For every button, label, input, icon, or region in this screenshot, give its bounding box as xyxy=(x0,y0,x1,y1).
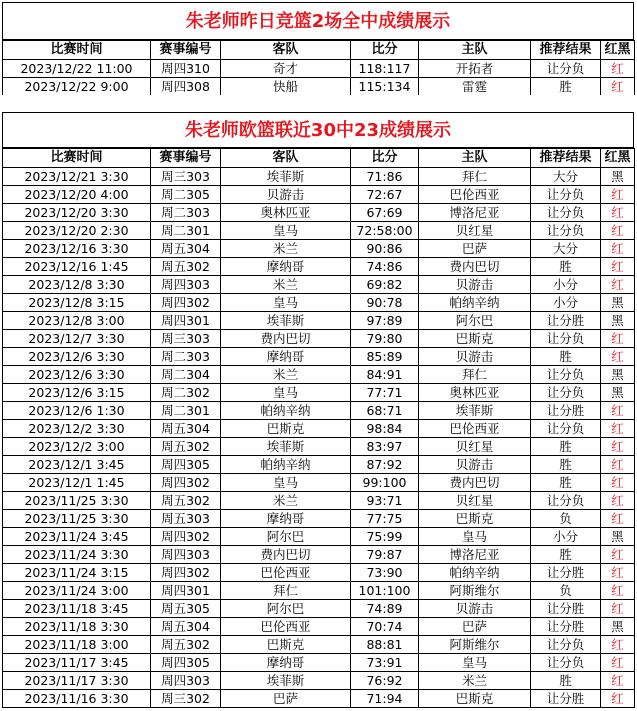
match-time-cell: 2023/12/1 3:45 xyxy=(3,456,151,474)
away-team-cell: 快船 xyxy=(221,78,351,96)
match-time-cell: 2023/11/24 3:45 xyxy=(3,528,151,546)
match-time-cell: 2023/11/16 3:30 xyxy=(3,690,151,708)
away-team-cell: 米兰 xyxy=(221,240,351,258)
match-id-cell: 周二301 xyxy=(151,222,221,240)
table-row xyxy=(3,348,635,366)
away-team-cell: 帕纳辛纳 xyxy=(221,402,351,420)
result-cell: 红 xyxy=(601,690,635,708)
score-cell: 90:86 xyxy=(351,240,419,258)
score-cell: 69:82 xyxy=(351,276,419,294)
match-id-cell: 周五304 xyxy=(151,618,221,636)
result-cell: 黑 xyxy=(601,294,635,312)
recommendation-cell: 让分负 xyxy=(531,654,601,672)
recommendation-cell: 胜 xyxy=(531,672,601,690)
score-cell: 67:69 xyxy=(351,204,419,222)
table-row xyxy=(3,528,635,546)
result-cell: 红 xyxy=(601,420,635,438)
column-header: 赛事编号 xyxy=(151,41,221,60)
home-team-cell: 拜仁 xyxy=(419,168,531,186)
away-team-cell: 摩纳哥 xyxy=(221,258,351,276)
home-team-cell: 拜仁 xyxy=(419,366,531,384)
recommendation-cell: 胜 xyxy=(531,474,601,492)
home-team-cell: 埃菲斯 xyxy=(419,402,531,420)
match-time-cell: 2023/11/17 3:30 xyxy=(3,672,151,690)
away-team-cell: 巴伦西亚 xyxy=(221,618,351,636)
home-team-cell: 阿尔巴 xyxy=(419,312,531,330)
recommendation-cell: 让分胜 xyxy=(531,402,601,420)
column-header: 主队 xyxy=(419,149,531,168)
table-row xyxy=(3,456,635,474)
score-cell: 70:74 xyxy=(351,618,419,636)
result-cell: 红 xyxy=(601,510,635,528)
recommendation-cell: 让分负 xyxy=(531,636,601,654)
table-row xyxy=(3,258,635,276)
score-cell: 87:92 xyxy=(351,456,419,474)
match-id-cell: 周五303 xyxy=(151,510,221,528)
home-team-cell: 巴萨 xyxy=(419,240,531,258)
match-time-cell: 2023/12/16 3:30 xyxy=(3,240,151,258)
away-team-cell: 皇马 xyxy=(221,474,351,492)
table-row xyxy=(3,204,635,222)
recommendation-cell: 小分 xyxy=(531,276,601,294)
section2-title: 朱老师欧篮联近30中23成绩展示 xyxy=(2,112,634,148)
match-id-cell: 周二302 xyxy=(151,384,221,402)
away-team-cell: 帕纳辛纳 xyxy=(221,456,351,474)
score-cell: 73:90 xyxy=(351,564,419,582)
home-team-cell: 贝游击 xyxy=(419,600,531,618)
match-time-cell: 2023/12/6 3:15 xyxy=(3,384,151,402)
result-cell: 红 xyxy=(601,672,635,690)
match-id-cell: 周五302 xyxy=(151,636,221,654)
table-row xyxy=(3,654,635,672)
home-team-cell: 贝红星 xyxy=(419,492,531,510)
match-id-cell: 周三302 xyxy=(151,690,221,708)
score-cell: 98:84 xyxy=(351,420,419,438)
table-row xyxy=(3,492,635,510)
result-cell: 红 xyxy=(601,582,635,600)
match-time-cell: 2023/12/1 1:45 xyxy=(3,474,151,492)
result-cell: 黑 xyxy=(601,312,635,330)
table-row xyxy=(3,240,635,258)
recommendation-cell: 让分胜 xyxy=(531,312,601,330)
away-team-cell: 埃菲斯 xyxy=(221,438,351,456)
home-team-cell: 奥林匹亚 xyxy=(419,384,531,402)
match-id-cell: 周五304 xyxy=(151,420,221,438)
away-team-cell: 拜仁 xyxy=(221,582,351,600)
home-team-cell: 贝红星 xyxy=(419,222,531,240)
score-cell: 93:71 xyxy=(351,492,419,510)
column-header: 红黑 xyxy=(601,41,635,60)
score-cell: 71:86 xyxy=(351,168,419,186)
score-cell: 97:89 xyxy=(351,312,419,330)
section-gap xyxy=(0,95,637,112)
match-id-cell: 周四303 xyxy=(151,546,221,564)
home-team-cell: 贝游击 xyxy=(419,276,531,294)
match-id-cell: 周五305 xyxy=(151,600,221,618)
result-cell: 红 xyxy=(601,636,635,654)
match-id-cell: 周四302 xyxy=(151,294,221,312)
table-row xyxy=(3,294,635,312)
match-id-cell: 周四310 xyxy=(151,60,221,78)
match-id-cell: 周二301 xyxy=(151,402,221,420)
score-cell: 77:71 xyxy=(351,384,419,402)
score-cell: 72:58:00 xyxy=(351,222,419,240)
score-cell: 85:89 xyxy=(351,348,419,366)
home-team-cell: 巴斯克 xyxy=(419,510,531,528)
table-row xyxy=(3,546,635,564)
header-row xyxy=(3,149,635,168)
match-time-cell: 2023/12/20 4:00 xyxy=(3,186,151,204)
away-team-cell: 埃菲斯 xyxy=(221,168,351,186)
home-team-cell: 巴斯克 xyxy=(419,690,531,708)
recommendation-cell: 让分负 xyxy=(531,420,601,438)
recommendation-cell: 胜 xyxy=(531,348,601,366)
recommendation-cell: 胜 xyxy=(531,456,601,474)
match-time-cell: 2023/12/8 3:00 xyxy=(3,312,151,330)
away-team-cell: 埃菲斯 xyxy=(221,672,351,690)
score-cell: 72:67 xyxy=(351,186,419,204)
match-id-cell: 周四302 xyxy=(151,564,221,582)
match-id-cell: 周三303 xyxy=(151,330,221,348)
column-header: 红黑 xyxy=(601,149,635,168)
table-row xyxy=(3,276,635,294)
recommendation-cell: 胜 xyxy=(531,258,601,276)
result-cell: 红 xyxy=(601,258,635,276)
result-cell: 红 xyxy=(601,564,635,582)
match-time-cell: 2023/12/2 3:00 xyxy=(3,438,151,456)
home-team-cell: 巴斯克 xyxy=(419,330,531,348)
away-team-cell: 米兰 xyxy=(221,276,351,294)
match-time-cell: 2023/12/21 3:30 xyxy=(3,168,151,186)
table-row xyxy=(3,330,635,348)
score-cell: 73:91 xyxy=(351,654,419,672)
home-team-cell: 博洛尼亚 xyxy=(419,204,531,222)
match-id-cell: 周二305 xyxy=(151,186,221,204)
column-header: 客队 xyxy=(221,149,351,168)
match-time-cell: 2023/12/6 3:30 xyxy=(3,348,151,366)
away-team-cell: 奥林匹亚 xyxy=(221,204,351,222)
home-team-cell: 米兰 xyxy=(419,672,531,690)
home-team-cell: 皇马 xyxy=(419,528,531,546)
recommendation-cell: 小分 xyxy=(531,528,601,546)
recommendation-cell: 让分负 xyxy=(531,186,601,204)
home-team-cell: 贝游击 xyxy=(419,456,531,474)
score-cell: 74:86 xyxy=(351,258,419,276)
column-header: 客队 xyxy=(221,41,351,60)
table-row xyxy=(3,672,635,690)
match-time-cell: 2023/11/24 3:30 xyxy=(3,546,151,564)
table-row xyxy=(3,438,635,456)
match-id-cell: 周五304 xyxy=(151,240,221,258)
recommendation-cell: 小分 xyxy=(531,294,601,312)
recommendation-cell: 胜 xyxy=(531,546,601,564)
table-row xyxy=(3,564,635,582)
header-row xyxy=(3,41,635,60)
result-cell: 红 xyxy=(601,474,635,492)
table-row xyxy=(3,78,635,96)
away-team-cell: 米兰 xyxy=(221,366,351,384)
match-id-cell: 周四308 xyxy=(151,78,221,96)
column-header: 推荐结果 xyxy=(531,149,601,168)
match-id-cell: 周五302 xyxy=(151,492,221,510)
score-cell: 71:94 xyxy=(351,690,419,708)
section1-title: 朱老师昨日竞篮2场全中成绩展示 xyxy=(2,2,634,40)
home-team-cell: 巴伦西亚 xyxy=(419,186,531,204)
recommendation-cell: 让分负 xyxy=(531,384,601,402)
match-id-cell: 周四305 xyxy=(151,654,221,672)
result-cell: 红 xyxy=(601,222,635,240)
match-id-cell: 周二303 xyxy=(151,348,221,366)
score-cell: 79:87 xyxy=(351,546,419,564)
home-team-cell: 阿斯维尔 xyxy=(419,636,531,654)
score-cell: 76:92 xyxy=(351,672,419,690)
recommendation-cell: 让分负 xyxy=(531,492,601,510)
table-row xyxy=(3,690,635,708)
away-team-cell: 皇马 xyxy=(221,294,351,312)
table-row xyxy=(3,222,635,240)
match-time-cell: 2023/11/24 3:00 xyxy=(3,582,151,600)
match-id-cell: 周四301 xyxy=(151,312,221,330)
section1-table xyxy=(2,40,635,96)
match-time-cell: 2023/11/18 3:00 xyxy=(3,636,151,654)
result-cell: 红 xyxy=(601,654,635,672)
home-team-cell: 阿斯维尔 xyxy=(419,582,531,600)
recommendation-cell: 让分胜 xyxy=(531,600,601,618)
column-header: 推荐结果 xyxy=(531,41,601,60)
recommendation-cell: 负 xyxy=(531,510,601,528)
result-cell: 红 xyxy=(601,600,635,618)
table-row xyxy=(3,582,635,600)
recommendation-cell: 让分胜 xyxy=(531,564,601,582)
match-time-cell: 2023/12/8 3:15 xyxy=(3,294,151,312)
table-row xyxy=(3,402,635,420)
recommendation-cell: 让分负 xyxy=(531,60,601,78)
table-row xyxy=(3,168,635,186)
away-team-cell: 费内巴切 xyxy=(221,330,351,348)
home-team-cell: 博洛尼亚 xyxy=(419,546,531,564)
away-team-cell: 皇马 xyxy=(221,384,351,402)
match-id-cell: 周四302 xyxy=(151,528,221,546)
match-id-cell: 周五302 xyxy=(151,258,221,276)
home-team-cell: 开拓者 xyxy=(419,60,531,78)
score-cell: 74:89 xyxy=(351,600,419,618)
score-cell: 83:97 xyxy=(351,438,419,456)
result-cell: 黑 xyxy=(601,366,635,384)
recommendation-cell: 让分胜 xyxy=(531,618,601,636)
result-cell: 红 xyxy=(601,240,635,258)
score-cell: 77:75 xyxy=(351,510,419,528)
result-cell: 黑 xyxy=(601,168,635,186)
table-row xyxy=(3,312,635,330)
match-time-cell: 2023/11/25 3:30 xyxy=(3,492,151,510)
table-row xyxy=(3,600,635,618)
away-team-cell: 巴伦西亚 xyxy=(221,564,351,582)
score-cell: 84:91 xyxy=(351,366,419,384)
match-id-cell: 周三303 xyxy=(151,168,221,186)
recommendation-cell: 让分负 xyxy=(531,366,601,384)
result-cell: 黑 xyxy=(601,528,635,546)
column-header: 比赛时间 xyxy=(3,149,151,168)
match-time-cell: 2023/12/16 1:45 xyxy=(3,258,151,276)
column-header: 比赛时间 xyxy=(3,41,151,60)
match-time-cell: 2023/12/22 9:00 xyxy=(3,78,151,96)
result-cell: 红 xyxy=(601,402,635,420)
recommendation-cell: 胜 xyxy=(531,438,601,456)
score-cell: 68:71 xyxy=(351,402,419,420)
result-cell: 红 xyxy=(601,60,635,78)
match-time-cell: 2023/11/25 3:30 xyxy=(3,510,151,528)
home-team-cell: 巴伦西亚 xyxy=(419,420,531,438)
away-team-cell: 巴斯克 xyxy=(221,420,351,438)
match-time-cell: 2023/12/8 3:30 xyxy=(3,276,151,294)
result-cell: 红 xyxy=(601,330,635,348)
recommendation-cell: 让分负 xyxy=(531,222,601,240)
score-cell: 118:117 xyxy=(351,60,419,78)
home-team-cell: 贝游击 xyxy=(419,348,531,366)
away-team-cell: 巴萨 xyxy=(221,690,351,708)
score-cell: 115:134 xyxy=(351,78,419,96)
result-cell: 红 xyxy=(601,348,635,366)
table-row xyxy=(3,384,635,402)
match-time-cell: 2023/11/17 3:45 xyxy=(3,654,151,672)
column-header: 主队 xyxy=(419,41,531,60)
section2-table xyxy=(2,148,635,708)
table-row xyxy=(3,420,635,438)
result-cell: 红 xyxy=(601,492,635,510)
away-team-cell: 摩纳哥 xyxy=(221,654,351,672)
recommendation-cell: 让分负 xyxy=(531,204,601,222)
score-cell: 90:78 xyxy=(351,294,419,312)
score-cell: 88:81 xyxy=(351,636,419,654)
away-team-cell: 摩纳哥 xyxy=(221,348,351,366)
match-id-cell: 周五302 xyxy=(151,438,221,456)
score-cell: 101:100 xyxy=(351,582,419,600)
result-cell: 红 xyxy=(601,546,635,564)
match-time-cell: 2023/12/2 3:30 xyxy=(3,420,151,438)
match-id-cell: 周四303 xyxy=(151,672,221,690)
column-header: 比分 xyxy=(351,149,419,168)
result-cell: 黑 xyxy=(601,618,635,636)
recommendation-cell: 让分胜 xyxy=(531,690,601,708)
table-row xyxy=(3,618,635,636)
away-team-cell: 奇才 xyxy=(221,60,351,78)
home-team-cell: 帕纳辛纳 xyxy=(419,564,531,582)
away-team-cell: 摩纳哥 xyxy=(221,510,351,528)
away-team-cell: 费内巴切 xyxy=(221,546,351,564)
home-team-cell: 巴萨 xyxy=(419,618,531,636)
match-time-cell: 2023/11/18 3:30 xyxy=(3,618,151,636)
recommendation-cell: 让分负 xyxy=(531,330,601,348)
result-cell: 红 xyxy=(601,276,635,294)
away-team-cell: 贝游击 xyxy=(221,186,351,204)
away-team-cell: 巴斯克 xyxy=(221,636,351,654)
result-cell: 红 xyxy=(601,186,635,204)
away-team-cell: 阿尔巴 xyxy=(221,528,351,546)
match-id-cell: 周二304 xyxy=(151,366,221,384)
match-id-cell: 周四302 xyxy=(151,474,221,492)
recommendation-cell: 胜 xyxy=(531,78,601,96)
match-id-cell: 周二303 xyxy=(151,204,221,222)
score-cell: 99:100 xyxy=(351,474,419,492)
score-cell: 75:99 xyxy=(351,528,419,546)
table-row xyxy=(3,510,635,528)
table-row xyxy=(3,636,635,654)
match-time-cell: 2023/11/24 3:15 xyxy=(3,564,151,582)
match-id-cell: 周四305 xyxy=(151,456,221,474)
match-time-cell: 2023/12/22 11:00 xyxy=(3,60,151,78)
result-cell: 黑 xyxy=(601,384,635,402)
recommendation-cell: 大分 xyxy=(531,240,601,258)
match-time-cell: 2023/12/6 1:30 xyxy=(3,402,151,420)
match-id-cell: 周四303 xyxy=(151,276,221,294)
column-header: 赛事编号 xyxy=(151,149,221,168)
column-header: 比分 xyxy=(351,41,419,60)
result-cell: 红 xyxy=(601,78,635,96)
recommendation-cell: 大分 xyxy=(531,168,601,186)
home-team-cell: 费内巴切 xyxy=(419,474,531,492)
home-team-cell: 帕纳辛纳 xyxy=(419,294,531,312)
match-time-cell: 2023/12/20 2:30 xyxy=(3,222,151,240)
score-cell: 79:80 xyxy=(351,330,419,348)
recommendation-cell: 负 xyxy=(531,582,601,600)
result-cell: 红 xyxy=(601,456,635,474)
match-time-cell: 2023/11/18 3:45 xyxy=(3,600,151,618)
match-id-cell: 周四301 xyxy=(151,582,221,600)
away-team-cell: 皇马 xyxy=(221,222,351,240)
away-team-cell: 米兰 xyxy=(221,492,351,510)
home-team-cell: 贝红星 xyxy=(419,438,531,456)
match-time-cell: 2023/12/7 3:30 xyxy=(3,330,151,348)
table-row xyxy=(3,366,635,384)
away-team-cell: 埃菲斯 xyxy=(221,312,351,330)
table-row xyxy=(3,186,635,204)
match-time-cell: 2023/12/20 3:30 xyxy=(3,204,151,222)
result-cell: 红 xyxy=(601,204,635,222)
result-cell: 红 xyxy=(601,438,635,456)
match-time-cell: 2023/12/6 3:30 xyxy=(3,366,151,384)
table-row xyxy=(3,60,635,78)
home-team-cell: 费内巴切 xyxy=(419,258,531,276)
home-team-cell: 雷霆 xyxy=(419,78,531,96)
table-row xyxy=(3,474,635,492)
away-team-cell: 阿尔巴 xyxy=(221,600,351,618)
home-team-cell: 皇马 xyxy=(419,654,531,672)
